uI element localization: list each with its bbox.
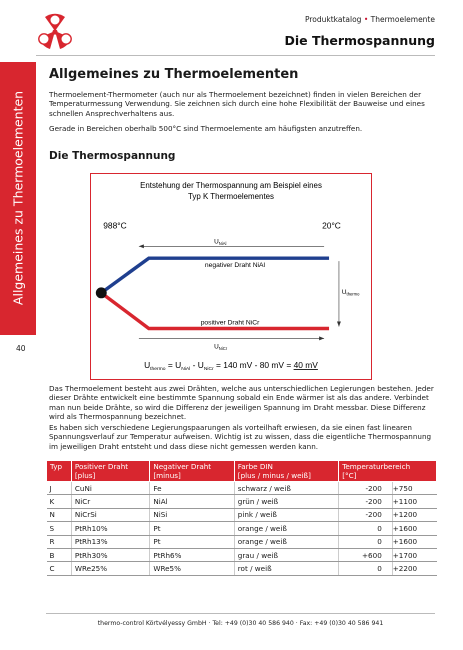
- header-label: Negativer Draht: [153, 462, 212, 471]
- main-title: Allgemeines zu Thermoelementen: [49, 67, 299, 82]
- table-cell: schwarz / weiß: [234, 482, 338, 495]
- table-cell: orange / weiß: [234, 522, 338, 535]
- table-cell: WRe5%: [150, 562, 234, 575]
- table-cell: +1600: [392, 535, 436, 548]
- table-row: [47, 562, 437, 575]
- header-label: Positiver Draht: [74, 462, 129, 471]
- table-cell: +1700: [392, 548, 436, 561]
- header-unit: [plus / minus / weiß]: [237, 471, 311, 480]
- u-nicr-label: $U_{NiCr}$: [214, 343, 228, 351]
- table-cell: rot / weiß: [234, 562, 338, 575]
- table-cell: +750: [392, 482, 436, 495]
- company-logo-icon: [36, 12, 74, 50]
- table-cell: orange / weiß: [234, 535, 338, 548]
- table-cell: Pt: [150, 535, 234, 548]
- diagram-title-line1: Entstehung der Thermospannung am Beispiel eines: [140, 180, 322, 190]
- table-cell: 0: [339, 522, 393, 535]
- negative-wire-label: negativer Draht NiAl: [204, 262, 266, 270]
- header-label: Typ: [50, 462, 63, 471]
- table-cell: PtRh6%: [150, 548, 234, 561]
- footer-divider: [46, 613, 435, 614]
- table-header-cell: [150, 461, 234, 482]
- table-row: [47, 508, 437, 521]
- table-cell: Fe: [150, 482, 234, 495]
- table-cell: +600: [339, 548, 393, 561]
- table-header-row: [47, 461, 437, 482]
- intro-paragraph: Thermoelement-Thermometer (auch nur als Thermoelement bezeichnet) finden in vielen Bereichen der Temperaturmessung Verwendung. Sie zeichnen sich durch eine hohe Flexibilität der Bauweise und eines schnellen Ansprechverhaltens aus.: [49, 90, 425, 118]
- header-label: Temperaturbereich: [342, 462, 411, 471]
- table-cell: pink / weiß: [234, 508, 338, 521]
- table-cell: -200: [339, 482, 393, 495]
- table-cell: -200: [339, 508, 393, 521]
- u-nial-label: $U_{NiAl}$: [214, 238, 227, 246]
- table-row: [47, 548, 437, 561]
- breadcrumb-catalog: Produktkatalog: [304, 15, 362, 24]
- arrow-head-icon: [139, 244, 144, 248]
- table-cell: NiCr: [71, 495, 149, 508]
- breadcrumb-separator: •: [363, 15, 369, 24]
- header-unit: [plus]: [74, 471, 96, 480]
- cold-temperature-label: 20°C: [322, 220, 341, 231]
- u-thermo-label: $U_{thermo}$: [341, 288, 360, 297]
- breadcrumb-section: Thermoelemente: [370, 15, 435, 24]
- table-cell: K: [47, 495, 72, 508]
- arrow-head-icon: [319, 336, 324, 340]
- table-cell: +1200: [392, 508, 436, 521]
- table-row: [47, 482, 437, 495]
- hot-temperature-label: 988°C: [103, 220, 127, 231]
- section-title: Die Thermospannung: [49, 150, 176, 162]
- page-number: 40: [16, 344, 26, 353]
- table-cell: -200: [339, 495, 393, 508]
- header-divider: [36, 55, 435, 56]
- table-header-cell: [234, 461, 338, 482]
- arrow-head-icon: [337, 322, 341, 327]
- thermovoltage-diagram: [90, 173, 372, 380]
- table-cell: S: [47, 522, 72, 535]
- explanation-paragraph-1: Das Thermoelement besteht aus zwei Drähten, welche aus unterschiedlichen Legierungen bestehen. Jeder dieser Drähte entwickelt eine bestimmte Spannung sobald ein Ende wärmer ist als das andere. Verbindet man nun beide Drähte, so wird die Differenz der jeweiligen Spannung im Draht messbar. Diese Differenz wird als Thermospannung bezeichnet.: [49, 384, 434, 422]
- table-cell: NiSi: [150, 508, 234, 521]
- table-header-cell: [47, 461, 72, 482]
- thermocouple-types-table: [46, 460, 437, 576]
- header-unit: [minus]: [153, 471, 181, 480]
- thermovoltage-equation: $U_{thermo} = U_{NiAl} - U_{NiCr} = 140$ mV - 80 mV = 40 mV: [144, 360, 318, 372]
- page-heading: Die Thermospannung: [284, 33, 435, 48]
- table-cell: WRe25%: [71, 562, 149, 575]
- table-cell: PtRh30%: [71, 548, 149, 561]
- table-cell: N: [47, 508, 72, 521]
- table-cell: 0: [339, 562, 393, 575]
- sidebar-label: Allgemeines zu Thermoelementen: [10, 90, 26, 306]
- positive-wire-label: positiver Draht NiCr: [200, 319, 260, 327]
- table-header-cell: [339, 461, 437, 482]
- table-cell: C: [47, 562, 72, 575]
- table-cell: PtRh10%: [71, 522, 149, 535]
- table-row: [47, 495, 437, 508]
- table-cell: NiCrSi: [71, 508, 149, 521]
- header-label: Farbe DIN: [237, 462, 273, 471]
- table-cell: 0: [339, 535, 393, 548]
- table-cell: +1100: [392, 495, 436, 508]
- table-cell: R: [47, 535, 72, 548]
- table-cell: +2200: [392, 562, 436, 575]
- diagram-title-line2: Typ K Thermoelementes: [188, 191, 274, 201]
- footer-contact: thermo-control Körtvélyessy GmbH · Tel: +49 (0)30 40 586 940 · Fax: +49 (0)30 40 586 941: [97, 620, 384, 627]
- table-row: [47, 535, 437, 548]
- table-cell: CuNi: [71, 482, 149, 495]
- table-cell: J: [47, 482, 72, 495]
- measuring-junction: [96, 287, 107, 298]
- breadcrumb: [305, 15, 435, 24]
- header-unit: [°C]: [342, 471, 357, 480]
- header-unit: [50, 471, 68, 480]
- table-row: [47, 522, 437, 535]
- table-cell: grau / weiß: [234, 548, 338, 561]
- table-cell: PtRh13%: [71, 535, 149, 548]
- table-cell: Pt: [150, 522, 234, 535]
- usage-paragraph: Gerade in Bereichen oberhalb 500°C sind Thermoelemente am häufigsten anzutreffen.: [49, 124, 363, 133]
- table-cell: grün / weiß: [234, 495, 338, 508]
- table-cell: NiAl: [150, 495, 234, 508]
- table-cell: B: [47, 548, 72, 561]
- table-header-cell: [71, 461, 149, 482]
- explanation-paragraph-2: Es haben sich verschiedene Legierungspaarungen als vorteilhaft erwiesen, da sie einen fast linearen Spannungsverlauf zur Temperatur aufweisen. Wichtig ist zu wissen, dass die eigentliche Thermospannung im jeweiligen Draht entsteht und dass diese nicht gemessen werden kann.: [49, 423, 432, 451]
- table-cell: +1600: [392, 522, 436, 535]
